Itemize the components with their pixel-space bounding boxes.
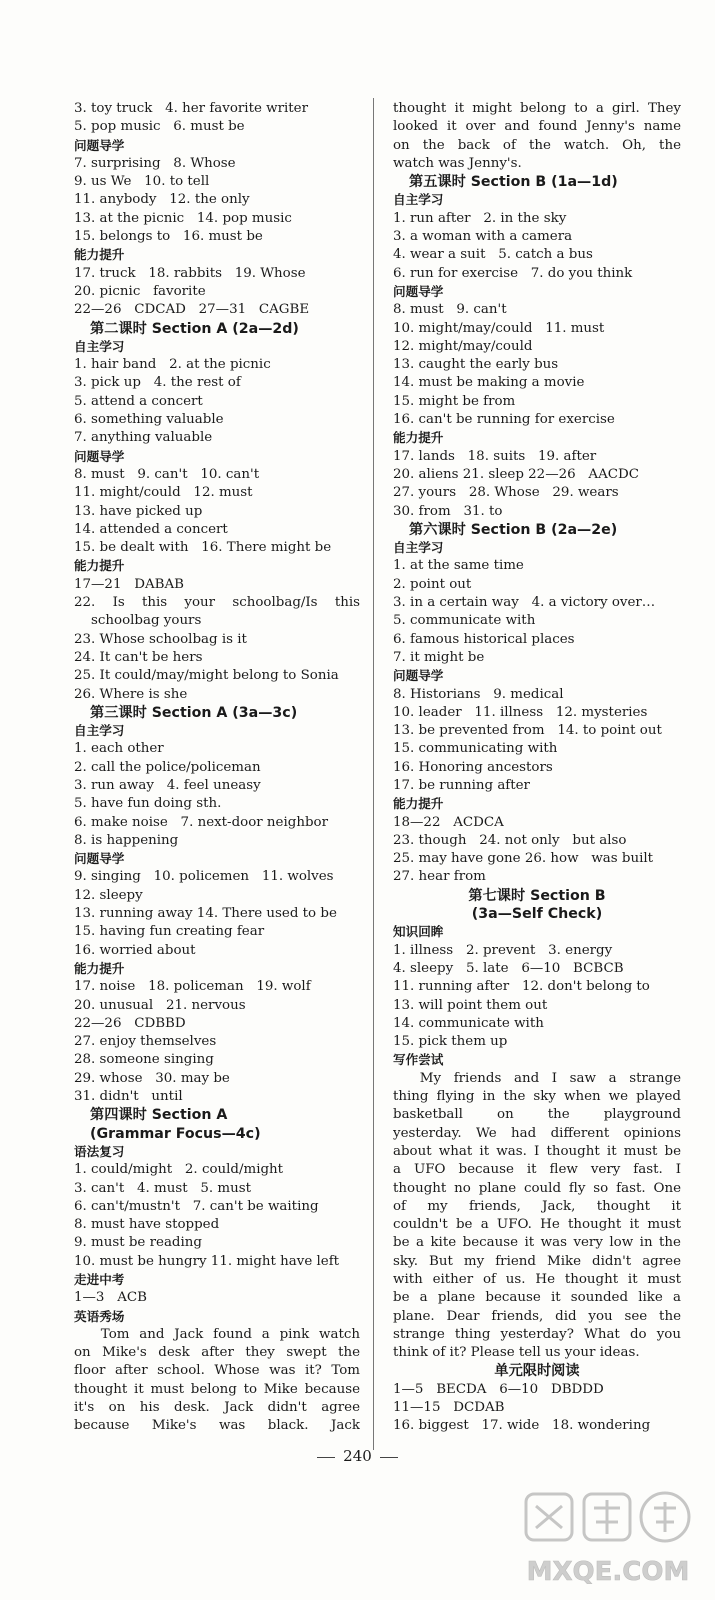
answer-line: 7. it might be <box>393 649 485 665</box>
answer-line: 29. whose 30. may be <box>74 1070 230 1086</box>
passage-line: yesterday. We had different opinions <box>393 1125 681 1141</box>
passage-line: thought no plane could fly so fast. One <box>393 1180 681 1196</box>
answer-line: 5. attend a concert <box>74 393 203 409</box>
answer-line: 25. It could/may/might belong to Sonia <box>74 668 339 684</box>
section-label: 知识回眸 <box>393 924 444 940</box>
answer-line: 27. yours 28. Whose 29. wears <box>393 485 619 501</box>
answer-line: 28. someone singing <box>74 1052 214 1068</box>
passage-line: looked it over and found Jenny's name <box>393 119 681 135</box>
answer-line: 9. singing 10. policemen 11. wolves <box>74 869 334 885</box>
section-label: 能力提升 <box>74 960 125 976</box>
answer-line: 27. hear from <box>393 869 486 885</box>
answer-line: 24. It can't be hers <box>74 649 203 665</box>
answer-line: 2. call the police/policeman <box>74 759 261 775</box>
answer-line: 15. communicating with <box>393 741 558 757</box>
watermark-logo <box>512 1488 704 1594</box>
section-label: 自主学习 <box>74 338 125 354</box>
section-label: 能力提升 <box>393 430 444 446</box>
lesson-heading: (3a—Self Check) <box>471 906 603 923</box>
answer-line: 7. surprising 8. Whose <box>74 155 236 171</box>
right-column <box>393 100 681 1436</box>
answer-line: 3. toy truck 4. her favorite writer <box>74 101 308 116</box>
answer-line: 15. pick them up <box>393 1034 508 1050</box>
lesson-heading: 第三课时 Section A (3a—3c) <box>90 704 298 721</box>
answer-line: 2. point out <box>393 576 472 592</box>
answer-line: 9. must be reading <box>74 1235 202 1251</box>
passage-line: thought it must belong to Mike because <box>74 1381 360 1397</box>
answer-line: 3. pick up 4. the rest of <box>74 375 241 391</box>
page-number-text: 240 <box>343 1447 372 1465</box>
section-label: 问题导学 <box>74 137 125 153</box>
answer-line: 7. anything valuable <box>74 430 213 446</box>
section-label: 问题导学 <box>393 668 444 684</box>
passage-line: watch was Jenny's. <box>393 155 522 171</box>
answer-line: 11. anybody 12. the only <box>74 192 250 208</box>
passage-line: plane. Dear friends, did you see the <box>393 1308 681 1324</box>
answer-line: 1. hair band 2. at the picnic <box>74 357 271 373</box>
passage-line: think of it? Please tell us your ideas. <box>393 1345 640 1361</box>
answer-line: 14. must be making a movie <box>393 375 585 391</box>
passage-line: be a plane because it sounded like a <box>393 1290 681 1306</box>
page-number <box>0 1447 715 1465</box>
answer-line: 17. be running after <box>393 777 530 793</box>
answer-line: schoolbag yours <box>74 613 202 629</box>
section-label: 自主学习 <box>393 192 444 208</box>
passage-line: of my friends, Jack, thought it <box>393 1198 681 1214</box>
dash-right <box>380 1457 398 1458</box>
section-label: 能力提升 <box>393 796 444 812</box>
section-label: 问题导学 <box>74 851 125 867</box>
passage-line: Tom and Jack found a pink watch <box>100 1326 360 1342</box>
answer-line: 16. biggest 17. wide 18. wondering <box>393 1418 651 1434</box>
answer-line: 13. caught the early bus <box>393 357 559 373</box>
answer-line: 3. in a certain way 4. a victory over… <box>393 595 656 611</box>
answer-line: 10. might/may/could 11. must <box>393 320 605 336</box>
answer-line: 5. pop music 6. must be <box>74 119 245 135</box>
answer-line: 16. Honoring ancestors <box>393 759 553 775</box>
passage-line: on Mike's desk after they swept the <box>74 1345 360 1361</box>
left-column <box>74 100 360 1436</box>
answer-line: 16. can't be running for exercise <box>393 412 615 428</box>
answer-line: 15. might be from <box>393 393 516 409</box>
answer-line: 4. sleepy 5. late 6—10 BCBCB <box>393 960 624 976</box>
answer-line: 1. illness 2. prevent 3. energy <box>393 942 613 958</box>
answer-line: 25. may have gone 26. how was built <box>393 851 654 867</box>
answer-line: 10. leader 11. illness 12. mysteries <box>393 704 648 720</box>
answer-line: 1. at the same time <box>393 558 524 574</box>
lesson-heading: 第六课时 Section B (2a—2e) <box>409 521 618 538</box>
answer-line: 8. must 9. can't <box>393 302 507 318</box>
section-label: 问题导学 <box>74 448 125 464</box>
answer-line: 6. something valuable <box>74 412 224 428</box>
passage-line: a UFO because it flew very fast. I <box>393 1162 681 1178</box>
answer-line: 9. us We 10. to tell <box>74 174 210 190</box>
answer-line: 30. from 31. to <box>393 503 503 519</box>
answer-line: 8. must have stopped <box>74 1217 220 1233</box>
section-label: 问题导学 <box>393 283 444 299</box>
answer-line: 8. Historians 9. medical <box>393 686 564 702</box>
answer-line: 31. didn't until <box>74 1089 183 1105</box>
answer-line: 10. must be hungry 11. might have left <box>74 1253 340 1269</box>
section-label: 自主学习 <box>74 723 125 739</box>
answer-line: 6. famous historical places <box>393 631 575 647</box>
section-label: 语法复习 <box>74 1143 125 1159</box>
answer-line: 17. lands 18. suits 19. after <box>393 448 597 464</box>
answer-line: 12. sleepy <box>74 887 143 903</box>
answer-line: 6. make noise 7. next-door neighbor <box>74 814 328 830</box>
answer-line: 13. have picked up <box>74 503 203 519</box>
passage-line: sky. But my friend Mike didn't agree <box>393 1253 681 1269</box>
passage-line: My friends and I saw a strange <box>419 1070 681 1086</box>
answer-line: 5. communicate with <box>393 613 536 629</box>
section-label: 自主学习 <box>393 540 444 556</box>
answer-line: 22—26 CDCAD 27—31 CAGBE <box>74 302 310 318</box>
answer-line: 6. run for exercise 7. do you think <box>393 265 633 281</box>
answer-line: 1. could/might 2. could/might <box>74 1162 284 1178</box>
answer-line: 6. can't/mustn't 7. can't be waiting <box>74 1198 319 1214</box>
answer-line: 23. Whose schoolbag is it <box>74 631 247 647</box>
answer-line: 13. at the picnic 14. pop music <box>74 210 292 226</box>
answer-line: 27. enjoy themselves <box>74 1034 217 1050</box>
passage-line: thing flying in the sky when we played <box>393 1089 681 1105</box>
answer-line: 12. might/may/could <box>393 338 533 354</box>
passage-line: couldn't be a UFO. He thought it must <box>393 1217 681 1233</box>
passage-line: with either of us. He thought it must <box>393 1272 681 1287</box>
section-label: 英语秀场 <box>74 1308 125 1324</box>
answer-line: 20. unusual 21. nervous <box>74 997 246 1013</box>
answer-line: 5. have fun doing sth. <box>74 796 222 812</box>
column-divider <box>373 98 374 1450</box>
answer-line: 23. though 24. not only but also <box>393 832 627 848</box>
answer-line: 22—26 CDBBD <box>74 1015 186 1031</box>
section-label: 写作尝试 <box>393 1052 444 1068</box>
passage-line: floor after school. Whose was it? Tom <box>74 1363 360 1379</box>
answer-line: 14. attended a concert <box>74 521 228 537</box>
section-label: 能力提升 <box>74 247 125 263</box>
lesson-heading: 第七课时 Section B <box>468 887 606 904</box>
answer-line: 17—21 DABAB <box>74 576 184 592</box>
answer-line: 1—3 ACB <box>74 1290 147 1306</box>
passage-line: be a kite because it was very low in the <box>393 1235 681 1251</box>
answer-line: 1—5 BECDA 6—10 DBDDD <box>393 1381 604 1397</box>
answer-line: 17. truck 18. rabbits 19. Whose <box>74 265 306 281</box>
answer-line: 1. each other <box>74 741 164 757</box>
lesson-heading: 第四课时 Section A <box>90 1107 228 1124</box>
lesson-heading: 单元限时阅读 <box>494 1363 580 1380</box>
answer-line: 3. a woman with a camera <box>393 229 573 245</box>
passage-line: strange thing yesterday? What do you <box>393 1326 681 1342</box>
answer-line: 13. be prevented from 14. to point out <box>393 723 662 739</box>
answer-line: 15. belongs to 16. must be <box>74 229 263 245</box>
passage-line: because Mike's was black. Jack <box>74 1418 360 1434</box>
section-label: 能力提升 <box>74 558 125 574</box>
passage-line: 22. Is this your schoolbag/Is this <box>74 595 360 611</box>
lesson-heading: (Grammar Focus—4c) <box>90 1125 261 1142</box>
answer-line: 11. might/could 12. must <box>74 485 253 501</box>
answer-line: 3. can't 4. must 5. must <box>74 1180 251 1196</box>
answer-line: 20. picnic favorite <box>74 283 206 299</box>
answer-line: 20. aliens 21. sleep 22—26 AACDC <box>393 466 639 482</box>
answer-line: 1. run after 2. in the sky <box>393 210 567 226</box>
answer-line: 15. be dealt with 16. There might be <box>74 540 332 556</box>
answer-line: 17. noise 18. policeman 19. wolf <box>74 979 311 995</box>
passage-line: on the back of the watch. Oh, the <box>393 137 681 153</box>
answer-line: 8. is happening <box>74 832 179 848</box>
answer-line: 13. running away 14. There used to be <box>74 906 337 922</box>
section-label: 走进中考 <box>74 1272 125 1287</box>
answer-line: 15. having fun creating fear <box>74 924 265 940</box>
lesson-heading: 第二课时 Section A (2a—2d) <box>90 320 299 337</box>
answer-line: 3. run away 4. feel uneasy <box>74 777 261 793</box>
answer-line: 13. will point them out <box>393 997 548 1013</box>
answer-line: 16. worried about <box>74 942 196 958</box>
answer-line: 14. communicate with <box>393 1015 544 1031</box>
answer-line: 8. must 9. can't 10. can't <box>74 466 260 482</box>
passage-line: thought it might belong to a girl. They <box>393 101 681 116</box>
answer-line: 4. wear a suit 5. catch a bus <box>393 247 593 263</box>
passage-line: it's on his desk. Jack didn't agree <box>74 1400 360 1416</box>
watermark-text: MXQE.COM <box>526 1557 690 1587</box>
passage-line: basketball on the playground <box>393 1107 681 1123</box>
answer-line: 11. running after 12. don't belong to <box>393 979 650 995</box>
answer-line: 18—22 ACDCA <box>393 814 504 830</box>
answer-line: 26. Where is she <box>74 686 188 702</box>
answer-line: 11—15 DCDAB <box>393 1400 505 1416</box>
lesson-heading: 第五课时 Section B (1a—1d) <box>409 174 618 191</box>
passage-line: about what it was. I thought it must be <box>393 1143 681 1159</box>
dash-left <box>317 1457 335 1458</box>
